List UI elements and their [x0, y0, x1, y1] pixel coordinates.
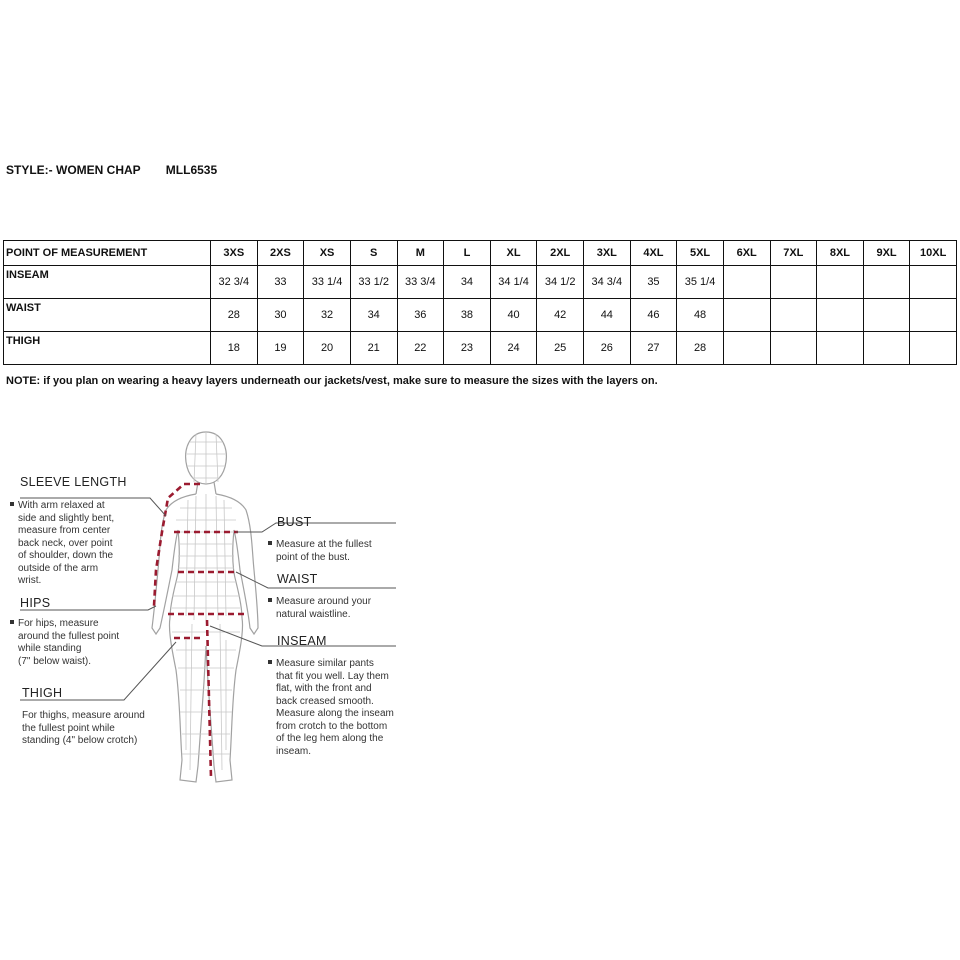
- table-cell: 28: [677, 332, 724, 365]
- size-chart-body: [4, 266, 957, 365]
- size-header: XL: [490, 241, 537, 266]
- desc-line: For hips, measure: [18, 618, 99, 629]
- table-cell: [723, 299, 770, 332]
- table-cell: 48: [677, 299, 724, 332]
- table-cell: 40: [490, 299, 537, 332]
- size-header: 2XL: [537, 241, 584, 266]
- size-header: 9XL: [863, 241, 910, 266]
- figure-grid-lines: [172, 432, 240, 770]
- desc-line: while standing: [18, 643, 82, 654]
- size-header: 5XL: [677, 241, 724, 266]
- thigh-desc: [22, 710, 162, 748]
- table-cell: [863, 332, 910, 365]
- table-cell: 23: [444, 332, 491, 365]
- table-cell: [770, 332, 817, 365]
- bust-desc: [268, 539, 398, 564]
- bullet-icon: [268, 660, 272, 664]
- sleeve-length-label: SLEEVE LENGTH: [20, 475, 127, 489]
- waist-label: WAIST: [277, 572, 318, 586]
- table-cell: 27: [630, 332, 677, 365]
- desc-line: that fit you well. Lay them: [276, 670, 389, 682]
- table-cell: 32 3/4: [211, 266, 258, 299]
- table-cell: 33 1/4: [304, 266, 351, 299]
- table-cell: 35 1/4: [677, 266, 724, 299]
- bust-label: BUST: [277, 515, 312, 529]
- desc-line: back creased smooth.: [276, 695, 374, 707]
- table-cell: [817, 266, 864, 299]
- table-cell: 34: [350, 299, 397, 332]
- desc-line: natural waistline.: [276, 608, 351, 620]
- table-cell: [910, 266, 957, 299]
- desc-line: side and slightly bent,: [18, 512, 115, 524]
- desc-line: of the leg hem along the: [276, 733, 384, 744]
- size-header: 3XS: [211, 241, 258, 266]
- body-figure: [0, 420, 960, 810]
- table-cell: 33 1/2: [350, 266, 397, 299]
- hips-desc: [10, 618, 150, 668]
- table-cell: 34: [444, 266, 491, 299]
- table-cell: [910, 332, 957, 365]
- desc-line: inseam.: [276, 745, 312, 757]
- size-header: 4XL: [630, 241, 677, 266]
- table-cell: [770, 299, 817, 332]
- table-cell: 33 3/4: [397, 266, 444, 299]
- bullet-icon: [268, 541, 272, 545]
- table-cell: [817, 332, 864, 365]
- table-cell: 34 1/4: [490, 266, 537, 299]
- desc-line: from crotch to the bottom: [276, 720, 388, 732]
- desc-line: flat, with the front and: [276, 683, 372, 694]
- table-cell: [723, 266, 770, 299]
- size-header: 2XS: [257, 241, 304, 266]
- desc-line: standing (4" below crotch): [22, 735, 138, 746]
- table-cell: 25: [537, 332, 584, 365]
- sleeve-length-line: [154, 484, 200, 606]
- table-cell: [723, 332, 770, 365]
- desc-line: of shoulder, down the: [18, 550, 114, 561]
- table-cell: 22: [397, 332, 444, 365]
- desc-line: point of the bust.: [276, 551, 350, 563]
- size-header: M: [397, 241, 444, 266]
- desc-line: Measure at the fullest: [276, 539, 372, 550]
- size-header-row: [4, 241, 957, 266]
- table-cell: 30: [257, 299, 304, 332]
- style-line: [6, 163, 217, 177]
- size-header: 7XL: [770, 241, 817, 266]
- desc-line: wrist.: [18, 575, 42, 586]
- size-header: 8XL: [817, 241, 864, 266]
- table-cell: [863, 266, 910, 299]
- size-header: 10XL: [910, 241, 957, 266]
- desc-line: back neck, over point: [18, 537, 113, 549]
- table-row: [4, 332, 957, 365]
- table-cell: 32: [304, 299, 351, 332]
- desc-line: (7" below waist).: [18, 655, 92, 667]
- table-cell: 35: [630, 266, 677, 299]
- size-chart-table: [3, 240, 957, 365]
- table-cell: 19: [257, 332, 304, 365]
- desc-line: For thighs, measure around: [22, 710, 145, 721]
- size-header: L: [444, 241, 491, 266]
- desc-line: around the fullest point: [18, 630, 120, 642]
- hips-label: HIPS: [20, 596, 51, 610]
- bullet-icon: [268, 598, 272, 602]
- measurement-name: INSEAM: [4, 266, 211, 299]
- desc-line: Measure around your: [276, 596, 372, 607]
- desc-line: Measure similar pants: [276, 658, 374, 669]
- desc-line: measure from center: [18, 525, 111, 536]
- desc-line: outside of the arm: [18, 562, 99, 574]
- desc-line: the fullest point while: [22, 722, 115, 734]
- layering-note: NOTE: if you plan on wearing a heavy layers underneath our jackets/vest, make sure to measure the sizes with the layers on.: [6, 375, 658, 387]
- thigh-label: THIGH: [22, 686, 63, 700]
- size-header: 3XL: [584, 241, 631, 266]
- table-cell: [817, 299, 864, 332]
- table-cell: 21: [350, 332, 397, 365]
- table-cell: 18: [211, 332, 258, 365]
- table-cell: 46: [630, 299, 677, 332]
- table-cell: 26: [584, 332, 631, 365]
- measurement-name: WAIST: [4, 299, 211, 332]
- table-cell: 34 1/2: [537, 266, 584, 299]
- table-cell: 33: [257, 266, 304, 299]
- inseam-label: INSEAM: [277, 634, 327, 648]
- table-cell: 24: [490, 332, 537, 365]
- table-cell: 36: [397, 299, 444, 332]
- style-code: MLL6535: [165, 163, 218, 177]
- table-cell: 44: [584, 299, 631, 332]
- inseam-desc: [268, 658, 404, 758]
- table-row: [4, 266, 957, 299]
- size-header: S: [350, 241, 397, 266]
- table-cell: [910, 299, 957, 332]
- measurement-guide: [0, 420, 960, 810]
- table-cell: [863, 299, 910, 332]
- table-cell: [770, 266, 817, 299]
- bullet-icon: [10, 620, 14, 624]
- figure-outline: [152, 432, 258, 782]
- waist-desc: [268, 596, 398, 621]
- bullet-icon: [10, 502, 14, 506]
- table-row: [4, 299, 957, 332]
- table-cell: 42: [537, 299, 584, 332]
- sleeve-length-desc: [10, 500, 150, 588]
- style-label: STYLE:- WOMEN CHAP: [6, 163, 141, 177]
- measurement-name: THIGH: [4, 332, 211, 365]
- size-header: 6XL: [723, 241, 770, 266]
- table-cell: 28: [211, 299, 258, 332]
- table-cell: 38: [444, 299, 491, 332]
- size-header: XS: [304, 241, 351, 266]
- desc-line: With arm relaxed at: [18, 500, 105, 511]
- desc-line: Measure along the inseam: [276, 708, 394, 719]
- table-cell: 20: [304, 332, 351, 365]
- pom-header: POINT OF MEASUREMENT: [4, 241, 211, 266]
- table-cell: 34 3/4: [584, 266, 631, 299]
